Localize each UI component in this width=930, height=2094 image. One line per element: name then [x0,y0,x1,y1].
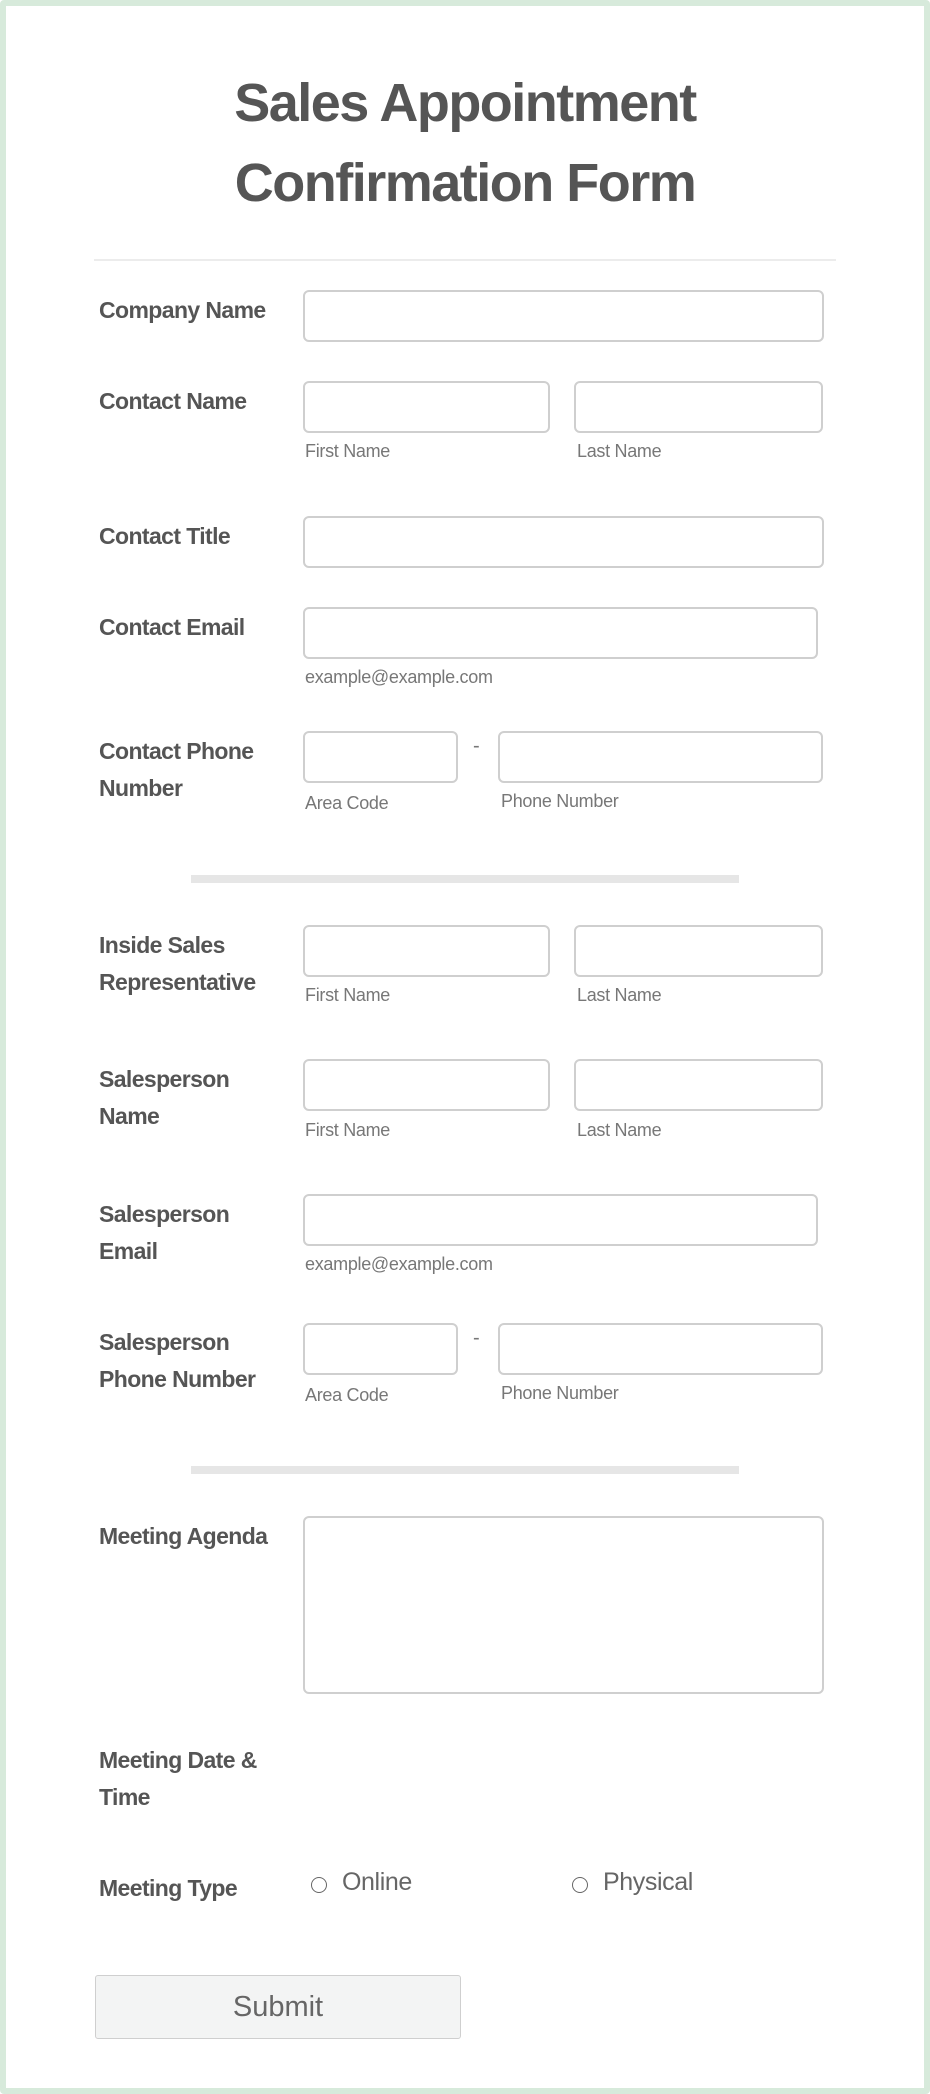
contact-first-name-input[interactable] [303,381,550,433]
area-code-sublabel: Area Code [305,793,389,813]
contact-name-label: Contact Name [99,388,247,414]
area-code-sublabel: Area Code [305,1385,389,1405]
email-sublabel: example@example.com [305,667,493,687]
contact-email-input[interactable] [303,607,818,659]
salesperson-name-label: Salesperson Name [99,1066,230,1129]
company-name-label: Company Name [99,297,266,323]
phone-number-sublabel: Phone Number [501,791,619,811]
last-name-sublabel: Last Name [577,441,662,461]
contact-title-label: Contact Title [99,523,231,549]
contact-phone-input[interactable] [498,731,823,783]
salesperson-first-name-input[interactable] [303,1059,550,1111]
inside-sales-first-name-input[interactable] [303,925,550,977]
salesperson-email-input[interactable] [303,1194,818,1246]
contact-email-label: Contact Email [99,614,245,640]
radio-online[interactable] [311,1877,327,1893]
inside-sales-last-name-input[interactable] [574,925,823,977]
submit-button[interactable]: Submit [95,1975,461,2039]
first-name-sublabel: First Name [305,985,391,1005]
phone-dash: - [473,735,480,757]
salesperson-phone-label: Salesperson Phone Number [99,1329,256,1392]
phone-number-sublabel: Phone Number [501,1383,619,1403]
meeting-date-label: Meeting Date & Time [99,1747,257,1810]
salesperson-area-code-input[interactable] [303,1323,458,1375]
contact-last-name-input[interactable] [574,381,823,433]
phone-dash: - [473,1327,480,1349]
meeting-agenda-label: Meeting Agenda [99,1523,268,1549]
inside-sales-label: Inside Sales Representative [99,932,256,995]
contact-title-input[interactable] [303,516,824,568]
last-name-sublabel: Last Name [577,1120,662,1140]
company-name-input[interactable] [303,290,824,342]
title-divider [94,259,836,261]
form-title: Sales Appointment Confirmation Form [234,73,696,213]
last-name-sublabel: Last Name [577,985,662,1005]
salesperson-last-name-input[interactable] [574,1059,823,1111]
contact-phone-label: Contact Phone Number [99,738,254,801]
salesperson-email-label: Salesperson Email [99,1201,230,1264]
meeting-agenda-textarea[interactable] [303,1516,824,1694]
radio-physical-label[interactable]: Physical [603,1868,693,1896]
radio-online-label[interactable]: Online [342,1868,412,1896]
first-name-sublabel: First Name [305,1120,391,1140]
email-sublabel: example@example.com [305,1254,493,1274]
section-divider [191,1466,739,1474]
first-name-sublabel: First Name [305,441,391,461]
section-divider [191,875,739,883]
salesperson-phone-input[interactable] [498,1323,823,1375]
meeting-type-label: Meeting Type [99,1875,238,1901]
radio-physical[interactable] [572,1877,588,1893]
contact-area-code-input[interactable] [303,731,458,783]
